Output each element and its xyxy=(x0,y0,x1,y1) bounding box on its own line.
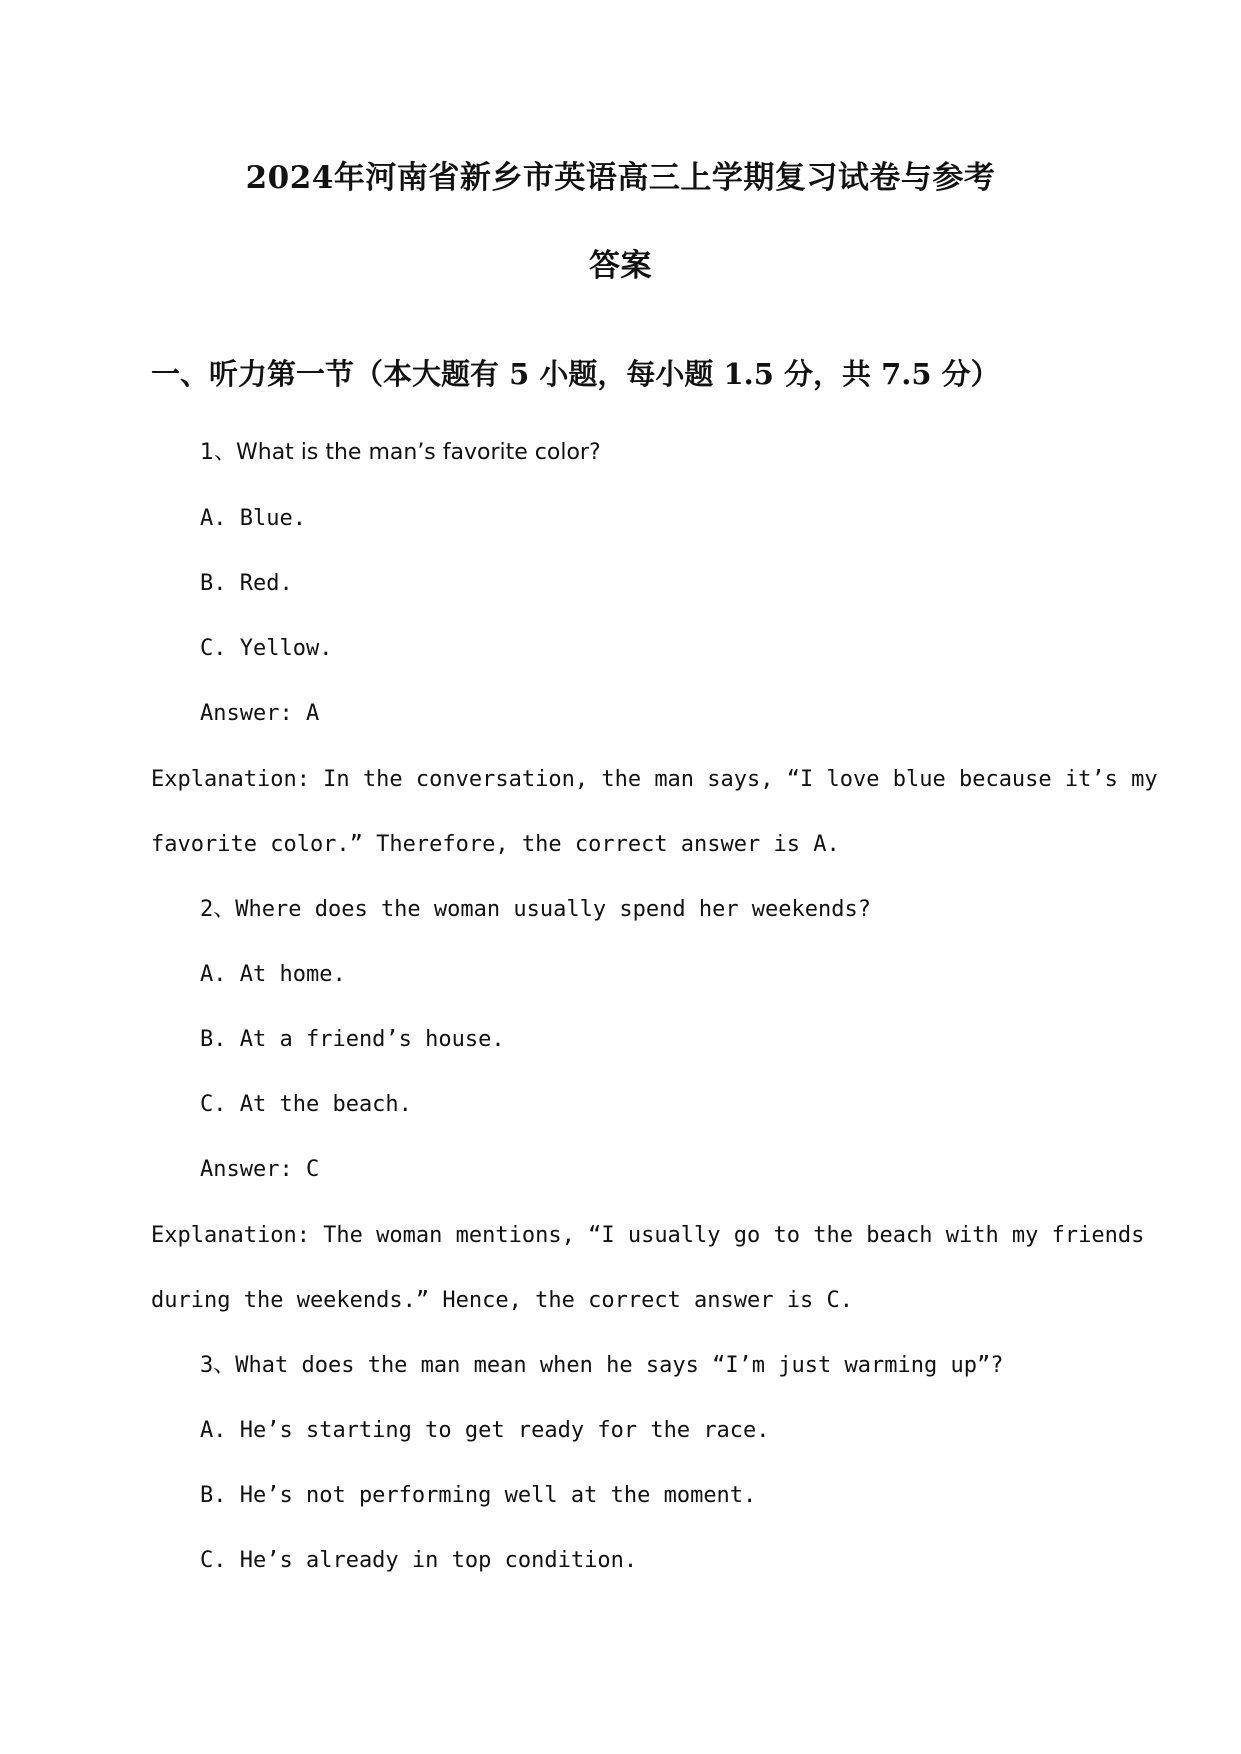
question-2-answer: Answer: C xyxy=(200,1157,320,1182)
question-3-option-c: C. He’s already in top condition. xyxy=(200,1548,638,1573)
section-heading: 一、听力第一节（本大题有 5 小题，每小题 1.5 分，共 7.5 分） xyxy=(151,357,1000,391)
question-1-option-b: B. Red. xyxy=(200,571,293,596)
question-3-text: 3、What does the man mean when he says “I’m just warming up”? xyxy=(200,1353,1004,1378)
document-title-line-2: 答案 xyxy=(589,248,652,284)
question-2-option-b: B. At a friend’s house. xyxy=(200,1027,505,1052)
question-1-option-c: C. Yellow. xyxy=(200,636,333,661)
question-3-option-a: A. He’s starting to get ready for the race. xyxy=(200,1418,770,1443)
question-1-explanation-line-2: favorite color.” Therefore, the correct answer is A. xyxy=(151,832,840,857)
question-1-answer: Answer: A xyxy=(200,701,320,726)
question-2-option-a: A. At home. xyxy=(200,962,346,987)
question-1-text: 1、What is the man’s favorite color? xyxy=(200,440,601,465)
question-1-option-a: A. Blue. xyxy=(200,506,306,531)
question-2-text: 2、Where does the woman usually spend her weekends? xyxy=(200,897,872,922)
document-title-line-1: 2024年河南省新乡市英语高三上学期复习试卷与参考 xyxy=(245,160,996,196)
question-3-option-b: B. He’s not performing well at the moment. xyxy=(200,1483,757,1508)
question-2-explanation-line-2: during the weekends.” Hence, the correct answer is C. xyxy=(151,1288,853,1313)
question-2-option-c: C. At the beach. xyxy=(200,1092,412,1117)
question-2-explanation-line-1: Explanation: The woman mentions, “I usually go to the beach with my friends xyxy=(151,1223,1145,1248)
question-1-explanation-line-1: Explanation: In the conversation, the man says, “I love blue because it’s my xyxy=(151,767,1158,792)
